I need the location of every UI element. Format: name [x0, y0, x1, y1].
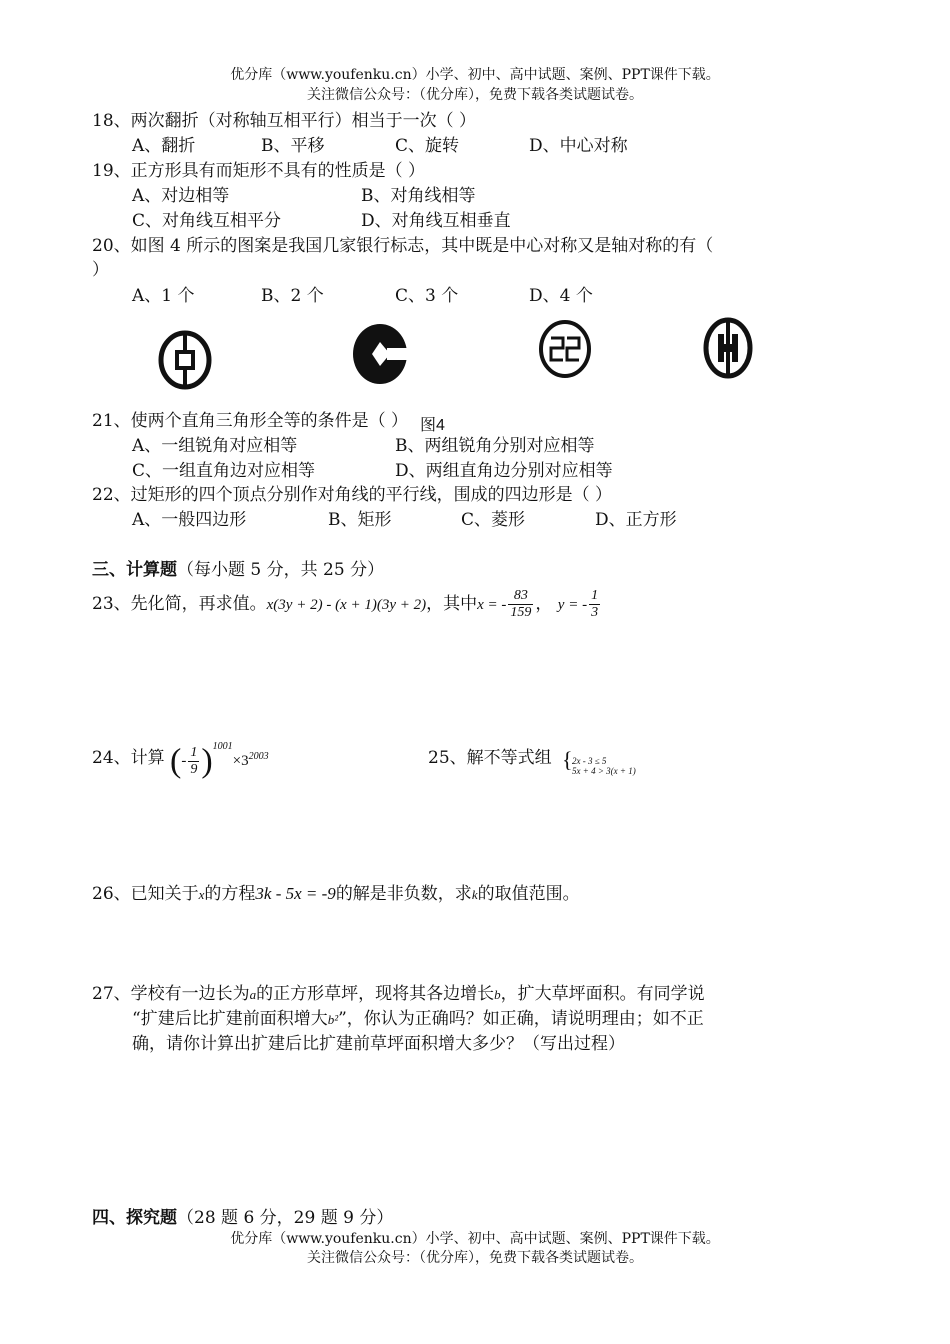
q26-part-2: 的方程: [204, 884, 256, 904]
q23-y-fraction: [589, 588, 600, 621]
bank-logo-4-icon: [700, 316, 756, 380]
q22-option-b: B、矩形: [328, 510, 392, 530]
q21-option-a: A、一组锐角对应相等: [132, 436, 298, 456]
q23-sep: ，: [535, 594, 553, 614]
q22-option-a: A、一般四边形: [132, 510, 247, 530]
q22-option-c: C、菱形: [461, 510, 526, 530]
q23-mid: ，其中: [426, 594, 478, 614]
q23-prefix: 23、先化简，再求值。: [92, 594, 267, 614]
q24-fraction: [188, 745, 199, 778]
q26-var: x: [198, 887, 205, 902]
q21-option-d: D、两组直角边分别对应相等: [395, 461, 613, 481]
q27-line-2a: “扩建后比扩建前面积增大: [132, 1009, 328, 1029]
q21-option-c: C、一组直角边对应相等: [132, 461, 316, 481]
q26-part-4: 的取值范围。: [477, 884, 580, 904]
q27-line-2b: ”，你认为正确吗？如正确，请说明理由；如不正: [338, 1009, 704, 1029]
section-4-note: （28 题 6 分，29 题 9 分）: [177, 1208, 394, 1228]
q24-times: ×3: [232, 752, 249, 769]
q26-part-1: 26、已知关于: [92, 884, 199, 904]
footer-line-2: 关注微信公众号：（优分库），免费下载各类试题试卷。: [307, 1250, 643, 1266]
q20-stem-cont: ）: [92, 260, 109, 280]
q24-sign: -: [181, 752, 187, 769]
q20-option-d: D、4 个: [529, 286, 593, 306]
q24-denominator: 9: [190, 762, 198, 777]
q25-system: { 2x - 3 ≤ 5 5x + 4 > 3(x + 1): [562, 747, 636, 776]
q23-x-denominator: 159: [510, 605, 532, 620]
q27-line-2: [132, 1008, 704, 1031]
q25-prefix: 25、解不等式组: [428, 748, 552, 768]
q23-x-eq: x = -: [477, 597, 507, 613]
bank-logo-3-icon: [537, 318, 593, 380]
q21-option-b: B、两组锐角分别对应相等: [395, 436, 595, 456]
section-4-title: 四、探究题: [92, 1208, 177, 1228]
q23-x-numerator: 83: [508, 588, 533, 605]
section-3-heading: [92, 559, 384, 581]
q19-option-d: D、对角线互相垂直: [361, 211, 511, 231]
q23-y-eq: y = -: [557, 597, 588, 613]
q27-b: b: [494, 987, 501, 1002]
q26-k: k: [471, 887, 478, 902]
q24-exponent-2: 2003: [248, 750, 269, 762]
q26-part-3: 的解是非负数，求: [335, 884, 472, 904]
q20-option-c: C、3 个: [395, 286, 459, 306]
section-3-title: 三、计算题: [92, 560, 177, 580]
q19-option-c: C、对角线互相平分: [132, 211, 282, 231]
figure-label: 图4: [420, 415, 445, 437]
q27-part-1: 27、学校有一边长为: [92, 984, 250, 1004]
q18-stem: 18、两次翻折（对称轴互相平行）相当于一次（ ）: [92, 111, 477, 131]
section-4-heading: [92, 1207, 393, 1229]
q27-line-3: 确，请你计算出扩建后比扩建前草坪面积增大多少？（写出过程）: [132, 1034, 625, 1054]
footer-line-1: 优分库（www.youfenku.cn）小学、初中、高中试题、案例、PPT课件下载。: [230, 1231, 720, 1247]
q23-expression: x(3y + 2) - (x + 1)(3y + 2): [266, 597, 427, 613]
bank-logo-1-icon: [157, 330, 213, 390]
q25-line-2: 5x + 4 > 3(x + 1): [572, 766, 636, 776]
q26: [92, 883, 580, 906]
q20-option-b: B、2 个: [261, 286, 324, 306]
q20-option-a: A、1 个: [132, 286, 195, 306]
q27-line-1: [92, 983, 705, 1006]
q19-stem: 19、正方形具有而矩形不具有的性质是（ ）: [92, 161, 426, 181]
q23-y-numerator: 1: [591, 588, 599, 603]
q21-stem: 21、使两个直角三角形全等的条件是（ ）: [92, 411, 409, 431]
q23-x-fraction: [508, 588, 533, 621]
q27-b-squared: b²: [327, 1012, 339, 1027]
q23-y-denominator: 3: [591, 605, 599, 620]
q24-exponent-1: 1001: [212, 740, 233, 752]
q27-part-3: ，扩大草坪面积。有同学说: [500, 984, 705, 1004]
section-3-note: （每小题 5 分，共 25 分）: [177, 560, 385, 580]
q24-numerator: 1: [190, 745, 198, 760]
header-line-1: 优分库（www.youfenku.cn）小学、初中、高中试题、案例、PPT课件下载。: [230, 67, 720, 83]
q24-prefix: 24、计算: [92, 748, 165, 768]
q27-a: a: [249, 987, 257, 1002]
q23: [92, 584, 602, 625]
q26-equation: 3k - 5x = -9: [255, 884, 336, 903]
q18-option-b: B、平移: [261, 136, 325, 156]
q25-line-1: 2x - 3 ≤ 5: [572, 756, 607, 766]
q19-option-a: A、对边相等: [132, 186, 230, 206]
bank-logo-2-icon: [350, 322, 410, 386]
q20-stem: 20、如图 4 所示的图案是我国几家银行标志，其中既是中心对称又是轴对称的有（: [92, 236, 714, 256]
q19-option-b: B、对角线相等: [361, 186, 476, 206]
q18-option-d: D、中心对称: [529, 136, 628, 156]
q18-option-a: A、翻折: [132, 136, 196, 156]
q24-expression: (- $\frac{1}{9}$ )$^{1001}\times 3^{2003}$: [170, 740, 269, 780]
header-line-2: 关注微信公众号：（优分库），免费下载各类试题试卷。: [307, 87, 643, 103]
q27-part-2: 的正方形草坪，现将其各边增长: [256, 984, 495, 1004]
q22-stem: 22、过矩形的四个顶点分别作对角线的平行线，围成的四边形是（ ）: [92, 485, 613, 505]
q18-option-c: C、旋转: [395, 136, 460, 156]
q22-option-d: D、正方形: [595, 510, 677, 530]
